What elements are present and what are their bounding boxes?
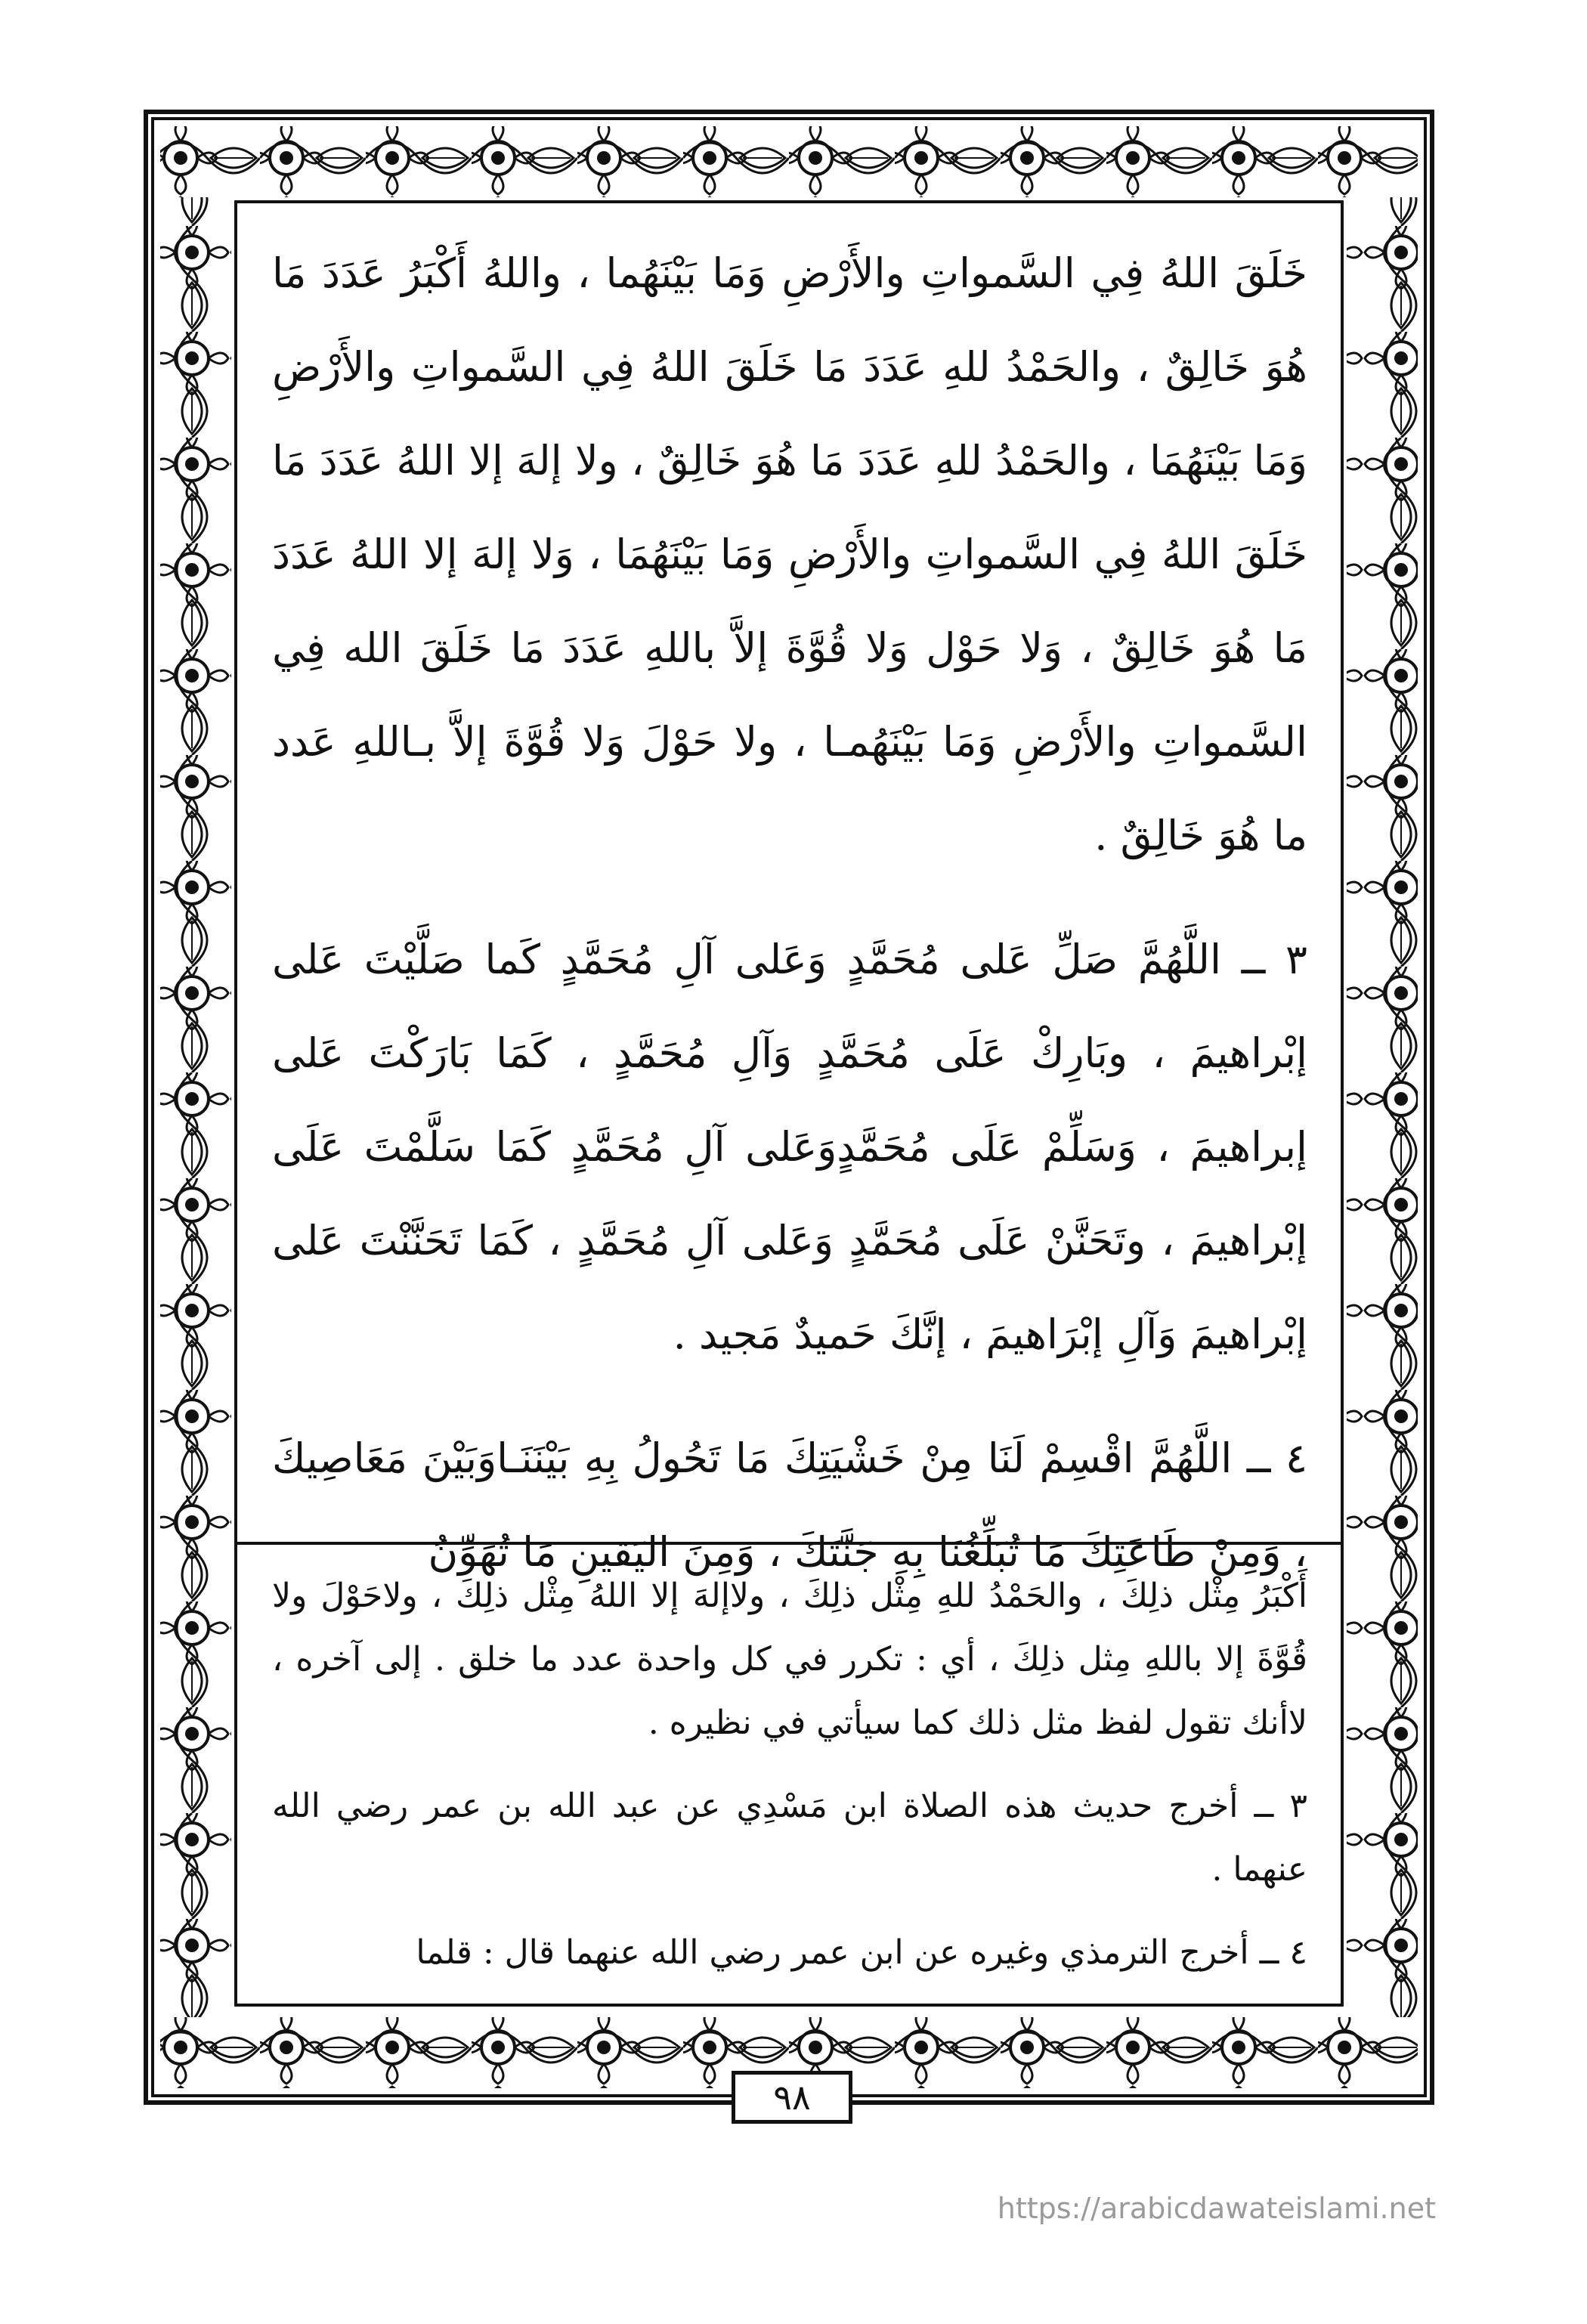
- main-paragraph-3: ٤ ــ اللَّهُمَّ اقْسِمْ لَنَا مِنْ خَشْيَتِكَ مَا تَحُولُ بِهِ بَيْنَنَـاوَبَيْنَ مَعَاصِيكَ ، وَمِنْ طَاعَتِكَ مَا تُبَلِّغُنَا بِهِ جَنَّتَكَ ، وَمِنَ اليَقينِ مَا تُهَوِّنُ: [272, 1434, 1307, 1576]
- main-text-block: [272, 227, 1307, 1576]
- main-paragraph-2: ٣ ــ اللَّهُمَّ صَلِّ عَلى مُحَمَّدٍ وَعَلى آلِ مُحَمَّدٍ كَما صَلَّيْتَ عَلى إبْراهيمَ ، وبَارِكْ عَلَى مُحَمَّدٍ وَآلِ مُحَمَّدٍ ، كَمَا بَارَكْتَ عَلى إبراهيمَ ، وَسَلِّمْ عَلَى مُحَمَّدٍوَعَلى آلِ مُحَمَّدٍ كَمَا سَلَّمْتَ عَلَى إبْراهيمَ ، وتَحَنَّنْ عَلَى مُحَمَّدٍ وَعَلى آلِ مُحَمَّدٍ ، كَمَا تَحَنَّنْتَ عَلى إبْراهيمَ وَآلِ إبْرَاهيمَ ، إنَّكَ حَميدٌ مَجيد .: [272, 936, 1307, 1358]
- watermark-url: https://arabicdawateislami.net: [997, 2192, 1436, 2225]
- footnotes-block: [272, 1564, 1307, 1973]
- footnote-3: ٤ ــ أخرج الترمذي وغيره عن ابن عمر رضي الله عنهما قال : قلما: [416, 1933, 1307, 1972]
- footnote-1: أَكْبَرُ مِثْل ذلِكَ ، والحَمْدُ للهِ مِثْل ذلِكَ ، ولاإلهَ إلا اللهُ مِثْل ذلِكَ ، ولاحَوْلَ ولا قُوَّةَ إلا باللهِ مِثل ذلِكَ ، أي : تكرر في كل واحدة عدد ما خلق . إلى آخره ، لاأنك تقول لفظ مثل ذلك كما سيأتي في نظيره .: [272, 1577, 1307, 1742]
- page-number-text: ٩٨: [773, 2077, 811, 2118]
- footnote-divider: [234, 1542, 1344, 1545]
- main-paragraph-1: خَلَقَ اللهُ فِي السَّمواتِ والأَرْضِ وَمَا بَيْنَهُما ، واللهُ أَكْبَرُ عَدَدَ مَا هُوَ خَالِقٌ ، والحَمْدُ للهِ عَدَدَ مَا خَلَقَ اللهُ فِي السَّمواتِ والأَرْضِ وَمَا بَيْنَهُمَا ، والحَمْدُ للهِ عَدَدَ مَا هُوَ خَالِقٌ ، ولا إلهَ إلا اللهُ عَدَدَ مَا خَلَقَ اللهُ فِي السَّمواتِ والأَرْضِ وَمَا بَيْنَهُمَا ، وَلا إلهَ إلا اللهُ عَدَدَ مَا هُوَ خَالِقٌ ، وَلا حَوْل وَلا قُوَّةَ إلاَّ باللهِ عَدَدَ مَا خَلَقَ الله فِي السَّمواتِ والأَرْضِ وَمَا بَيْنَهُمـا ، ولا حَوْلَ وَلا قُوَّةَ إلاَّ بـاللهِ عَدد ما هُوَ خَالِقٌ .: [272, 249, 1307, 859]
- footnote-2: ٣ ــ أخرج حديث هذه الصلاة ابن مَسْدِي عن عبد الله بن عمر رضي الله عنهما .: [272, 1787, 1307, 1889]
- page-number: [732, 2071, 852, 2124]
